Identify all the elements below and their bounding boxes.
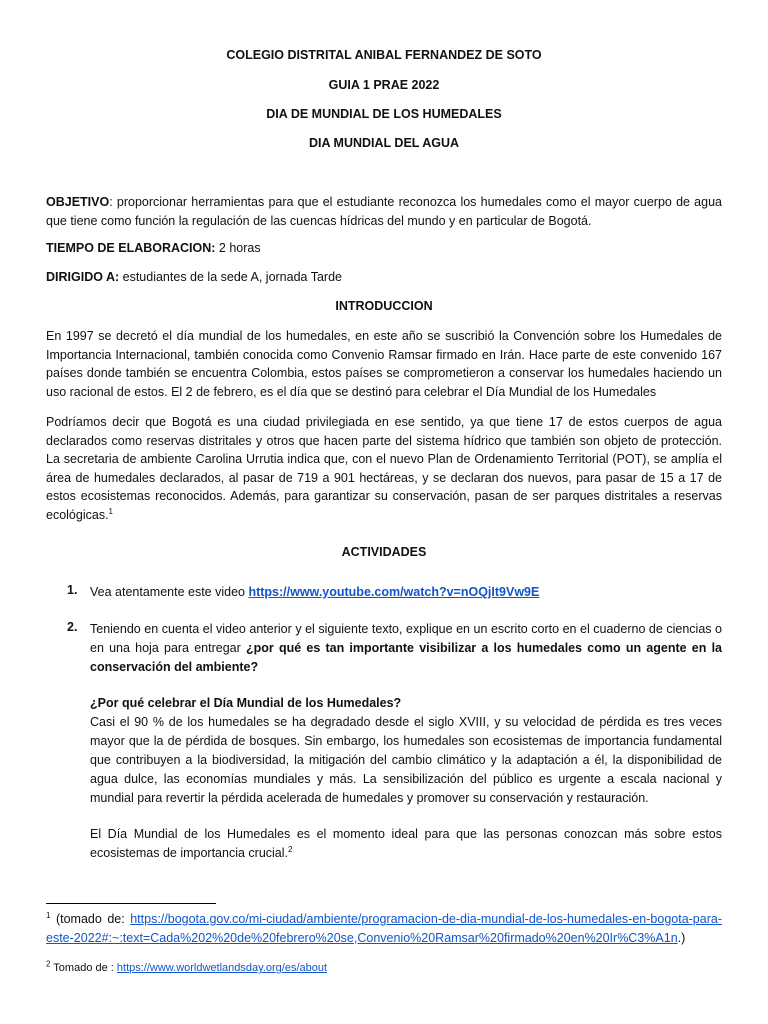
introduccion-paragraph-2 (46, 413, 722, 524)
footnote-ref-1: 1 (108, 506, 113, 516)
objetivo-label: OBJETIVO (46, 195, 110, 209)
event-title: DIA DE MUNDIAL DE LOS HUMEDALES (266, 107, 502, 121)
item-2-text: Teniendo en cuenta el video anterior y el siguiente texto, explique en un escrito corto en el cuaderno de ciencias o en una hoja para entregar (90, 622, 722, 655)
school-name: COLEGIO DISTRITAL ANIBAL FERNANDEZ DE SOTO (226, 48, 542, 62)
footnote-2 (46, 959, 328, 974)
footnote-ref-2: 2 (288, 844, 293, 854)
introduccion-heading: INTRODUCCION (335, 299, 433, 313)
activity-item-1 (90, 583, 722, 602)
objetivo-text: : proporcionar herramientas para que el estudiante reconozca los humedales como el mayor cuerpo de agua que tiene como función la regulación de las cuencas hídricas del mundo y en particular de Bogotá. (46, 195, 722, 228)
tiempo-label: TIEMPO DE ELABORACION: (46, 241, 216, 255)
dirigido-label: DIRIGIDO A: (46, 270, 120, 284)
introduccion-paragraph-2-text: Podríamos decir que Bogotá es una ciudad privilegiada en ese sentido, ya que tiene 17 de estos cuerpos de agua declarados como reservas distritales y otros que hacen parte del sistema hídrico que también son objeto de protección. La secretaria de ambiente Carolina Urrutia indica que, con el nuevo Plan de Ordenamiento Territorial (POT), se amplía el área de humedales declarados, al pasar de 719 a 901 hectáreas, y se declaran dos nuevos, para pasar de 15 a 17 de estos ecosistemas reconocidos. Además, para garantizar su conservación, pasan de ser parques distritales a reservas ecológicas. (46, 415, 722, 522)
item-2-paragraph-2-text: El Día Mundial de los Humedales es el momento ideal para que las personas conozcan más sobre estos ecosistemas de importancia crucial. (90, 827, 722, 860)
worldwetlandsday-link[interactable]: https://www.worldwetlandsday.org/es/about (116, 962, 328, 974)
footnote-2-prefix: Tomado de : (50, 962, 117, 974)
item-2-question: ¿por qué es tan importante visibilizar a los humedales como un agente en la conservación del ambiente? (90, 641, 722, 674)
item-2-subheading: ¿Por qué celebrar el Día Mundial de los Humedales? (90, 696, 402, 710)
footnote-1-mark: 1 (46, 910, 51, 920)
event-subtitle: DIA MUNDIAL DEL AGUA (309, 136, 459, 150)
item-2-number: 2. (67, 620, 78, 634)
footnote-1-prefix: (tomado de: (50, 912, 131, 926)
tiempo-value: 2 horas (215, 241, 261, 255)
bogota-gov-link[interactable]: https://bogota.gov.co/mi-ciudad/ambiente/programacion-de-dia-mundial-de-los-humedales-en-bogota-para-este-2022#:~:text=Cada%202%20de%20febrero%20se,Convenio%20Ramsar%20firmado%20en%20Ir%C3%A1n (46, 912, 722, 945)
footnote-2-mark: 2 (46, 959, 51, 969)
activity-item-2 (90, 620, 722, 677)
dirigido-line (46, 270, 342, 284)
guide-title: GUIA 1 PRAE 2022 (328, 78, 440, 92)
item-2-reading (90, 694, 722, 808)
footnote-1-suffix: .) (677, 930, 686, 945)
item-1-number: 1. (67, 583, 78, 597)
introduccion-paragraph-1: En 1997 se decretó el día mundial de los humedales, en este año se suscribió la Convención sobre los Humedales de Importancia Internacional, también conocida como Convenio Ramsar firmado en Irán. Hace parte de este convenido 167 países donde también se encuentra Colombia, estos países se comprometieron a conservar los humedales haciendo un uso racional de estos. El 2 de febrero, es el día que se destinó para celebrar el Día Mundial de los Humedales (46, 329, 722, 399)
item-2-paragraph-2 (90, 825, 722, 863)
dirigido-value: estudiantes de la sede A, jornada Tarde (119, 270, 343, 284)
item-2-paragraph-1: Casi el 90 % de los humedales se ha degradado desde el siglo XVIII, y su velocidad de pérdida es tres veces mayor que la de pérdida de bosques. Sin embargo, los humedales son ecosistemas de importancia fundamental que contribuyen a la biodiversidad, la mitigación del cambio climático y la adaptación a él, la disponibilidad de agua dulce, las economías mundiales y más. La sensibilización del público es urgente a escala nacional y mundial para revertir la pérdida acelerada de humedales y promover su conservación y restauración. (90, 715, 722, 805)
item-1-text: Vea atentamente este video (90, 585, 249, 599)
youtube-video-link[interactable]: https://www.youtube.com/watch?v=nOQjIt9Vw9E (248, 585, 540, 599)
tiempo-line (46, 241, 261, 255)
actividades-heading: ACTIVIDADES (341, 545, 427, 559)
footnote-separator (46, 903, 216, 904)
objetivo-paragraph (46, 193, 722, 230)
footnote-1 (46, 910, 722, 947)
